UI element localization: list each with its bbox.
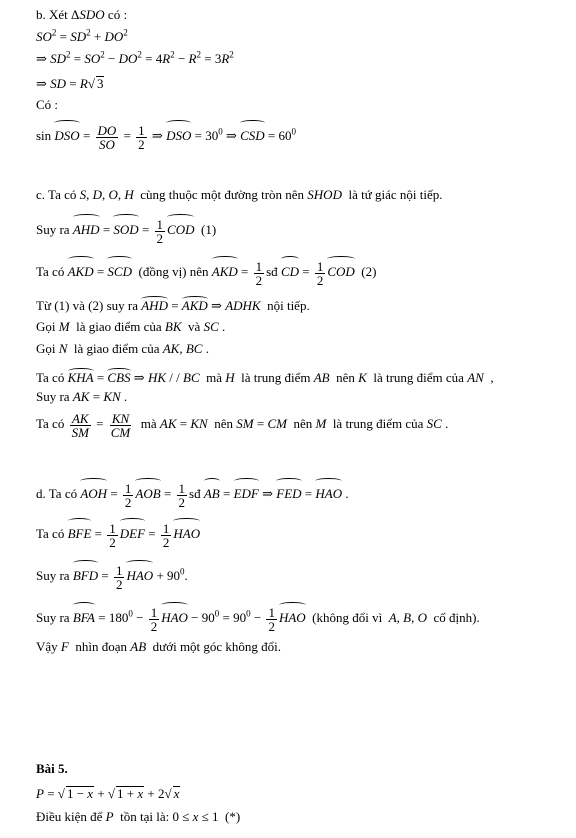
part-b-eq1: $SO^2 = SD^2 + DO^2$ [36,27,128,44]
bai5-title: Bài 5. [36,761,68,776]
part-d-line3: Suy ra BFD = $\frac{1}{2}$ HAO + $90^0$. [36,560,188,591]
part-c-line9: Ta có $\frac{AK}{SM}$ = $\frac{KN}{CM}$ mà AK = KN nên SM = CM nên M là trung điểm của SC . [36,410,449,440]
part-c-line4: Từ (1) và (2) suy ra AHD = AKD ⇒ ADHK nội tiếp. [36,298,310,313]
part-c-line2: Suy ra AHD = SOD = $\frac{1}{2}$ COD (1) [36,214,216,245]
part-b-eq2: ⇒ $SD^2 = SO^2 - DO^2 = 4R^2 - R^2 = 3R^2$ [36,49,234,66]
part-b-heading: b. Xét ΔSDO có : [36,7,128,22]
part-c-line3: Ta có AKD = SCD (đồng vị) nên AKD = $\frac{1}{2}$ sđ CD = $\frac{1}{2}$ COD (2) [36,256,376,287]
part-c-line5: Gọi M là giao điểm của BK và SC . [36,319,226,334]
bai5-condition: Điều kiện để P tồn tại là: 0 ≤ x ≤ 1 (*) [36,809,241,824]
part-b-eq3: ⇒ SD = R√ 3 [36,76,104,91]
part-c-line8: Suy ra AK = KN . [36,389,128,404]
part-b-co: Có : [36,97,59,112]
part-b-eq4: sin DSO = $\frac{DO}{SO}$ = $\frac{1}{2}$ ⇒ DSO = $30^0$ ⇒ CSD = $60^0$ [36,120,296,151]
part-c-line1: c. Ta có S, D, O, H cùng thuộc một đường tròn nên SHOD là tứ giác nội tiếp. [36,187,443,202]
bai5-equation: P = √ 1 − x + √ 1 + x + 2√ x [36,786,180,801]
part-c-line6: Gọi N là giao điểm của AK, BC . [36,341,209,356]
part-d-line2: Ta có BFE = $\frac{1}{2}$ DEF = $\frac{1}{2}$ HAO [36,518,200,549]
part-c-line7: Ta có KHA = CBS ⇒ HK / / BC mà H là trung điểm AB nên K là trung điểm của AN , [36,370,494,385]
part-d-line4: Suy ra BFA = $180^0$ − $\frac{1}{2}$ HAO − $90^0 = 90^0$ − $\frac{1}{2}$ HAO (không đổi vì A, B, O cố định). [36,602,480,633]
part-d-line5: Vậy F nhìn đoạn AB dưới một góc không đổi. [36,639,282,654]
part-d-line1: d. Ta có AOH = $\frac{1}{2}$ AOB = $\frac{1}{2}$ sđ AB = EDF ⇒ FED = HAO . [36,478,349,509]
